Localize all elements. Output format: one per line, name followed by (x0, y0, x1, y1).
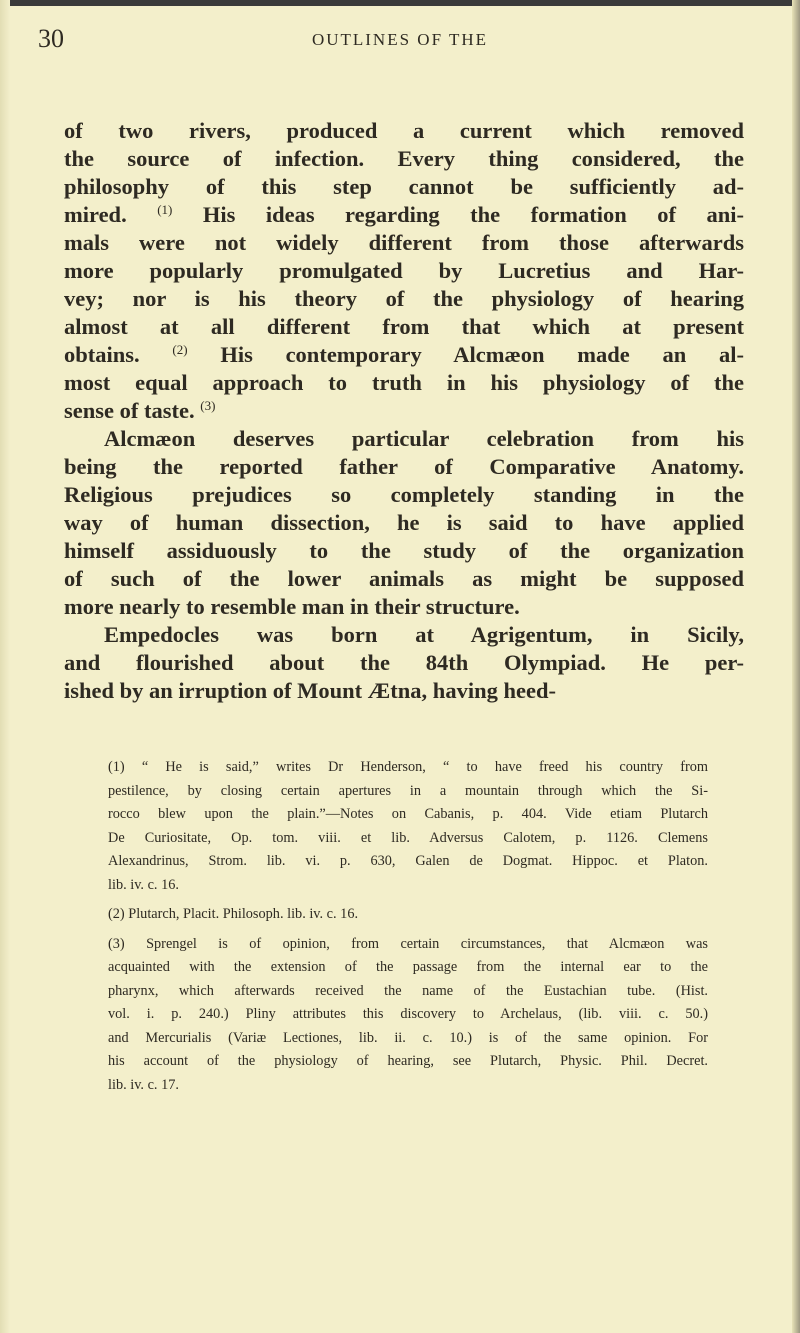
body-text (64, 117, 744, 705)
footnote (108, 756, 708, 897)
page-gutter (0, 0, 10, 1333)
footnote-line: rocco blew upon the plain.”—Notes on Cabanis, p. 404. Vide etiam Plutarch (108, 806, 708, 822)
text-line: more nearly to resemble man in their structure. (64, 594, 520, 619)
text-line: Religious prejudices so completely standing in the (64, 482, 744, 507)
footnote-line: (3) Sprengel is of opinion, from certain circumstances, that Alcmæon was (108, 935, 708, 952)
text-line: almost at all different from that which at present (64, 314, 744, 339)
text-line: mals were not widely different from those afterwards (64, 230, 744, 255)
text-line: Alcmæon deserves particular celebration from his (104, 426, 744, 451)
footnote-ref: (2) (172, 342, 188, 357)
footnote-line: and Mercurialis (Variæ Lectiones, lib. ii. c. 10.) is of the same opinion. For (108, 1029, 708, 1046)
text-line: vey; nor is his theory of the physiology of hearing (64, 286, 744, 311)
page-number: 30 (38, 24, 64, 53)
footnote-line: pharynx, which afterwards received the name of the Eustachian tube. (Hist. (108, 982, 708, 999)
text-line: being the reported father of Comparative Anatomy. (64, 454, 744, 479)
footnote-line: (2) Plutarch, Placit. Philosoph. lib. iv. c. 16. (108, 906, 359, 922)
text-line: obtains. $^{(2)}$ His contemporary Alcmæon made an al- (64, 342, 745, 367)
text-line: philosophy of this step cannot be sufficiently ad- (64, 174, 744, 199)
footnote-line: pestilence, by closing certain apertures in a mountain through which the Si- (108, 782, 708, 799)
footnote-line: De Curiositate, Op. tom. viii. et lib. Adversus Calotem, p. 1126. Clemens (108, 829, 708, 846)
footnote-ref: (3) (200, 398, 216, 413)
footnote-line: (1) “ He is said,” writes Dr Henderson, “ to have freed his country from (108, 759, 708, 775)
text-line: the source of infection. Every thing considered, the (64, 146, 744, 171)
footnote (108, 933, 708, 1098)
text-line: himself assiduously to the study of the organization (64, 538, 744, 563)
text-line: mired. $^{(1)}$ His ideas regarding the formation of ani- (64, 202, 745, 227)
text-line: more popularly promulgated by Lucretius and Har- (64, 258, 744, 283)
text-line: ished by an irruption of Mount Ætna, having heed- (64, 678, 556, 703)
footnote-line: vol. i. p. 240.) Pliny attributes this discovery to Archelaus, (lib. viii. c. 50.) (108, 1006, 708, 1022)
footnote-ref: (1) (157, 202, 173, 217)
page-edge (792, 0, 800, 1333)
footnote (108, 903, 708, 927)
text-line: sense of taste. $^{(3)}$ (64, 398, 216, 423)
footnote-line: acquainted with the extension of the passage from the internal ear to the (108, 959, 708, 975)
text-line: most equal approach to truth in his physiology of the (64, 370, 744, 395)
running-title: OUTLINES OF THE (311, 30, 489, 49)
text-line: and flourished about the 84th Olympiad. He per- (64, 650, 744, 675)
text-line: way of human dissection, he is said to have applied (64, 510, 744, 535)
text-line: of two rivers, produced a current which removed (64, 118, 744, 143)
footnote-line: Alexandrinus, Strom. lib. vi. p. 630, Galen de Dogmat. Hippoc. et Platon. (108, 853, 708, 869)
text-line: Empedocles was born at Agrigentum, in Sicily, (104, 622, 744, 647)
footnote-line: his account of the physiology of hearing, see Plutarch, Physic. Phil. Decret. (108, 1053, 708, 1069)
footnote-line: lib. iv. c. 17. (108, 1076, 179, 1093)
footnote-line: lib. iv. c. 16. (108, 876, 179, 893)
text-line: of such of the lower animals as might be supposed (64, 566, 744, 591)
footnotes (108, 756, 708, 1103)
scan-border (0, 0, 800, 6)
